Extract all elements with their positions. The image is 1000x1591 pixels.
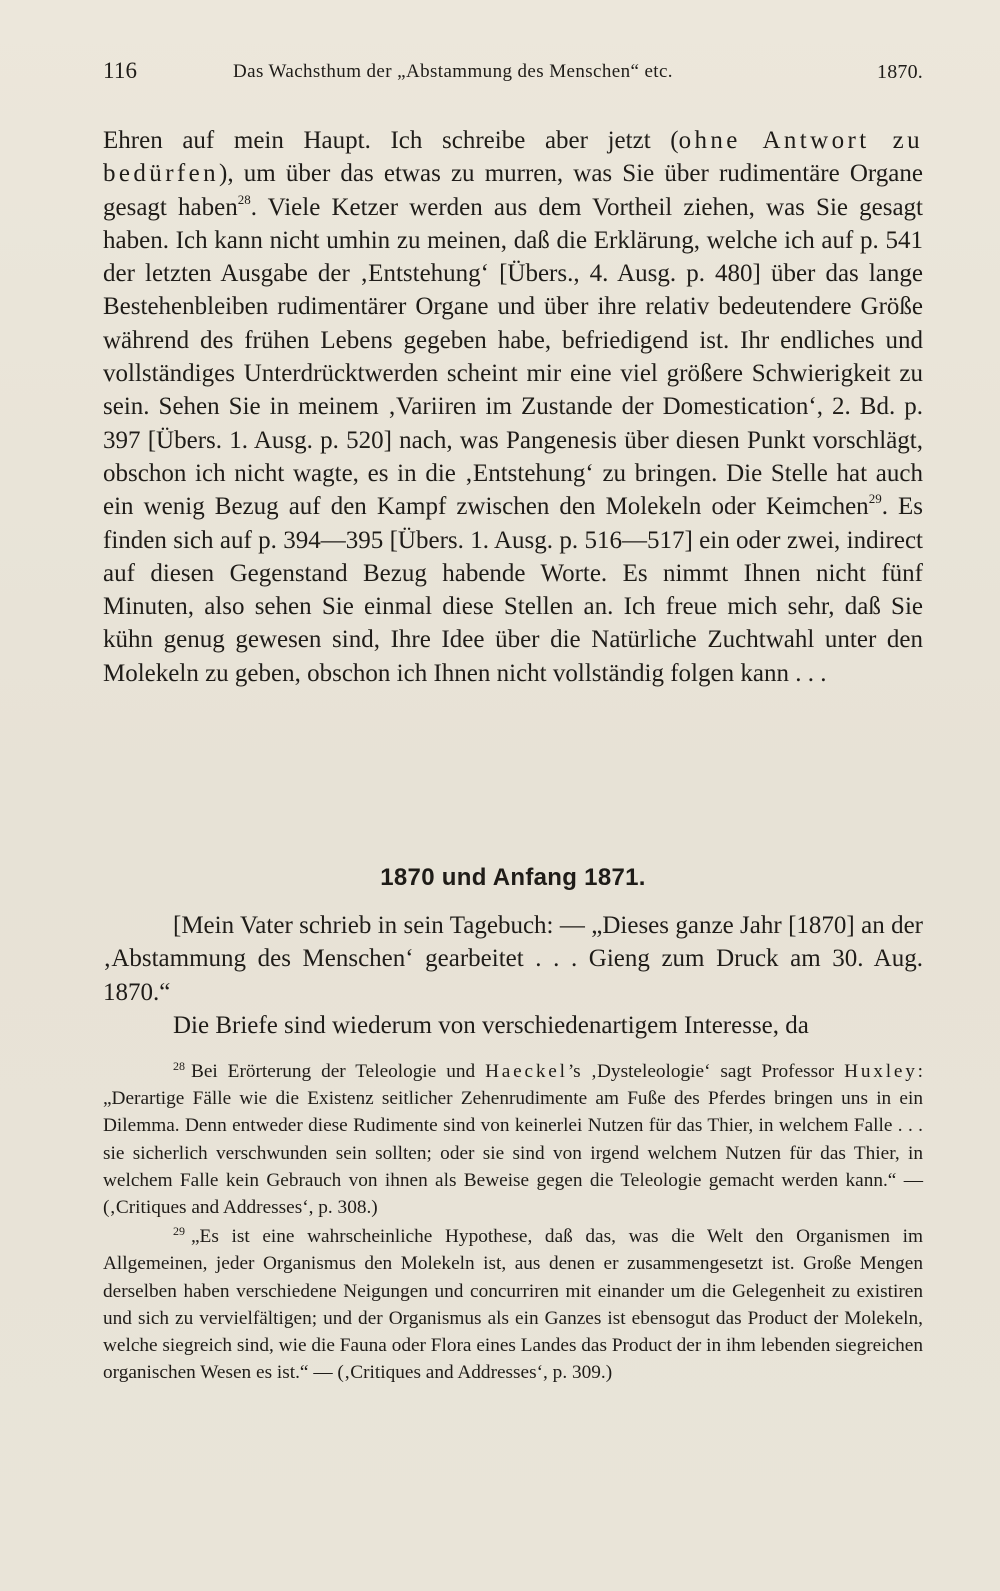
page-number: 116: [103, 58, 138, 83]
text-run: . Es finden sich auf p. 394—395 [Übers. 1. Ausg. p. 516—517] ein oder zwei, indirect auf diesen Gegenstand Bezug habende Worte. Es nimmt Ihnen nicht fünf Minuten, also sehen Sie einmal diese Stellen an. Ich freue mich sehr, daß Sie kühn genug gewesen sind, Ihre Idee über die Natürliche Zuchtwahl unter den Molekeln zu geben, obschon ich Ihnen nicht vollständig folgen kann . . .: [103, 493, 924, 687]
main-text-block: [103, 124, 924, 1039]
letter-paragraph: [103, 124, 923, 690]
footnote-text: ’s ‚Dysteleologie‘ sagt Professor: [567, 1061, 845, 1082]
diary-paragraph: [Mein Vater schrieb in sein Tagebuch: — „Dieses ganze Jahr [1870] an der ‚Abstammung des Menschen‘ gearbeitet . . . Gieng zum Druck am 30. Aug. 1870.“: [103, 912, 923, 1006]
footnote-ref-28: 28: [237, 191, 251, 207]
footnote-text: : „Derartige Fälle wie die Existenz seitlicher Zehenrudimente am Fuße des Pferdes bringen uns in ein Dilemma. Denn entweder diese Rudimente sind von keinerlei Nutzen für das Thier, in welchem Falle . . . sie sicherlich verschwunden sein sollten; oder sie sind von irgend welchem Nutzen für das Thier, in welchem Falle kein Gebrauch von ihnen als Beweise gegen die Teleologie gemacht werden kann.“ — (‚Critiques and Addresses‘, p. 308.): [103, 1061, 924, 1219]
footnote-text: Bei Erörterung der Teleologie und: [191, 1061, 486, 1082]
emphasis-spaced: ohne Antwort zu bedürfen: [103, 127, 923, 188]
running-title: Das Wachsthum der „Abstammung des Menschen“ etc.: [233, 61, 673, 82]
footnote-name-spaced: Huxley: [844, 1061, 918, 1082]
text-run: . Viele Ketzer werden aus dem Vortheil ziehen, was Sie gesagt haben. Ich kann nicht umhin zu meinen, daß die Erklärung, welche ich auf p. 541 der letzten Ausgabe der ‚Entstehung‘ [Übers., 4. Ausg. p. 480] über das lange Bestehenbleiben rudimentärer Organe und über ihre relativ bedeutendere Größe während des frühen Lebens gegeben habe, befriedigend ist. Ihr endliches und vollständiges Unterdrücktwerden scheint mir eine viel größere Schwierigkeit zu sein. Sehen Sie in meinem ‚Variiren im Zustande der Domestication‘, 2. Bd. p. 397 [Übers. 1. Ausg. p. 520] nach, was Pangenesis über diesen Punkt vorschlägt, obschon ich nicht wagte, es in die ‚Entstehung‘ zu bringen. Die Stelle hat auch ein wenig Bezug auf den Kampf zwischen den Molekeln oder Keimchen: [103, 193, 923, 521]
footnotes: [103, 1058, 923, 1386]
footnote-mark: 29: [173, 1224, 185, 1239]
section-body: [103, 909, 923, 1042]
footnote-29: [103, 1223, 923, 1386]
letters-paragraph: Die Briefe sind wiederum von verschiedenartigem Interesse, da: [173, 1011, 809, 1039]
running-year: 1870.: [877, 61, 923, 83]
footnote-28: [103, 1058, 923, 1221]
text-run: Ehren auf mein Haupt. Ich schreibe aber jetzt (: [103, 127, 679, 154]
footnote-ref-29: 29: [868, 491, 882, 507]
footnote-text: „Es ist eine wahrscheinliche Hypothese, daß das, was die Welt den Organismen im Allgemeinen, jeder Organismus den Molekeln ist, aus denen er zusammengesetzt ist. Große Mengen derselben haben verschiedene Neigungen und concurriren mit einander um die Gelegenheit zu existiren und sich zu vervielfältigen; und der Organismus als ein Ganzes ist ebensogut das Product der Molekeln, welche siegreich sind, wie die Fauna oder Flora eines Landes das Product der in ihm lebenden siegreichen organischen Wesen es ist.“ — (‚Critiques and Addresses‘, p. 309.): [103, 1226, 923, 1384]
footnote-name-spaced: Haeckel: [485, 1061, 568, 1082]
running-head: [103, 58, 923, 88]
footnote-mark: 28: [173, 1059, 185, 1073]
text-run: ), um über das etwas zu murren, was Sie über rudimentäre Organe gesagt haben: [103, 160, 923, 221]
section-heading: 1870 und Anfang 1871.: [380, 864, 646, 891]
